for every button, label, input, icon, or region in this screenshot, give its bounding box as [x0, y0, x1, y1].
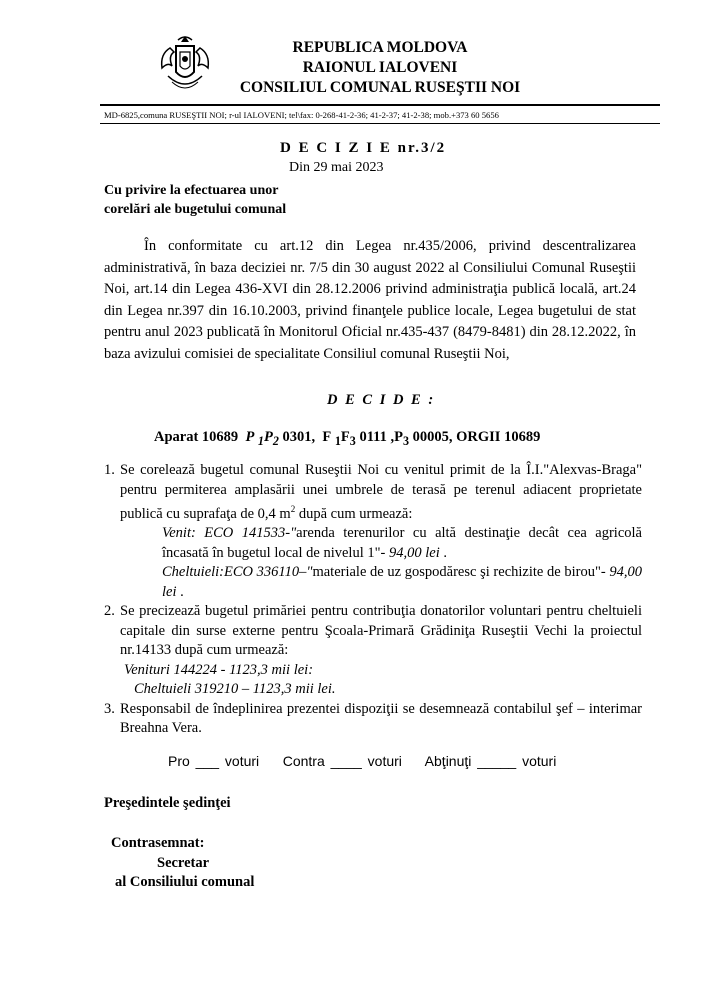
f-letter: F: [322, 429, 332, 445]
decision-subject: [104, 181, 286, 219]
f-sub: 1: [334, 433, 341, 448]
p-value: 0301,: [282, 429, 316, 445]
countersign-block: [111, 834, 254, 893]
item-number: 2.: [104, 603, 115, 620]
item-text: Se precizează bugetul primăriei pentru contribuţia donatorilor voluntari pentru cheltuieli capitale din surse externe pentru Şcoala-Primară Grădiniţa Ruseştii Vechi la proiectul nr.14133 după cum urmează:: [120, 603, 642, 659]
income-line: Venituri 144224 - 1123,3 mii lei:: [124, 661, 314, 678]
contact-divider: [100, 123, 660, 124]
header-country: REPUBLICA MOLDOVA: [292, 39, 468, 56]
item-number: 3.: [104, 700, 115, 717]
list-item: [104, 461, 642, 602]
countersign-line: Contrasemnat:: [111, 835, 205, 851]
expense-label: Cheltuieli:ECO 336110–": [162, 564, 313, 581]
aparat-code: Aparat 10689: [154, 429, 239, 445]
decision-items: [104, 461, 642, 739]
preamble-paragraph: În conformitate cu art.12 din Legea nr.435/2006, privind descentralizarea administrativă, în baza deciziei nr. 7/5 din 30 august 2022 al Consiliului Comunal Ruseştii Noi, art.14 din Legea 436-XVI din 28.12.2006 privind administraţia publică locală, art.24 din Legea nr.397 din 16.10.2003, privind finanţele publice locale, Legea bugetului de stat pentru anul 2023 publicată în Monitorul Oficial nr.435-437 (8479-8481) din 28.12.2022, în baza avizului comisiei de specialitate Consiliul comunal Ruseştii Noi,: [104, 238, 636, 362]
countersign-line: Secretar: [157, 854, 210, 871]
p3-sub: 3: [402, 433, 409, 448]
expense-line: [120, 563, 642, 602]
header-divider: [100, 104, 660, 106]
header-council: CONSILIUL COMUNAL RUSEŞTII NOI: [239, 79, 521, 96]
item-text: Se corelează bugetul comunal Ruseştii Noi cu venitul primit de la Î.I."Alexvas-Braga" pentru permiterea amplasării unei umbrele de terasă pe terenul adiacent proprietate publică cu suprafaţa de 0,4 m: [120, 462, 642, 522]
expense-sum: 94,00 lei: [162, 564, 643, 600]
list-item: [104, 602, 642, 700]
f-letter: F: [340, 429, 350, 445]
income-end: .: [439, 544, 447, 561]
president-label: Preşedintele şedinţei: [104, 795, 231, 811]
item-text: Responsabil de îndeplinirea prezentei dispoziţii se desemnează contabilul şef – interimar Breahna Vera.: [120, 700, 642, 737]
orgii-code: 00005, ORGII 10689: [412, 429, 541, 445]
countersign-line: al Consiliului comunal: [115, 874, 255, 890]
list-item: [104, 700, 642, 739]
subject-line: Cu privire la efectuarea unor: [104, 183, 279, 198]
income-line: [120, 524, 642, 563]
expense-line: Cheltuieli 319210 – 1123,3 mii lei.: [134, 681, 336, 698]
header-contact: MD-6825,comuna RUSEŞTII NOI; r-ul IALOVENI; tel\fax: 0-268-41-2-36; 41-2-37; 41-2-38; mob.+373 60 5656: [104, 110, 499, 120]
p-letter: P: [245, 429, 255, 445]
superscript: 2: [290, 504, 296, 514]
income-text: arenda terenurilor cu altă destinaţie decât cea agricolă încasată în bugetul local de nivelul 1"-: [162, 525, 642, 561]
expense-text: materiale de uz gospodăresc şi rechizite de birou"-: [312, 564, 606, 581]
header-district: RAIONUL IALOVENI: [302, 59, 458, 76]
f-sub: 3: [349, 433, 356, 448]
decision-date: Din 29 mai 2023: [289, 160, 384, 175]
subject-line: corelări ale bugetului comunal: [104, 202, 287, 217]
decision-title: D E C I Z I E nr.3/2: [280, 140, 447, 156]
p-sub: 2: [272, 433, 279, 448]
p-letter: P: [263, 429, 273, 445]
item-number: 1.: [104, 462, 115, 478]
income-label: Venit: ECO 141533-": [162, 525, 297, 542]
income-sum: 94,00 lei: [385, 544, 440, 561]
f-value: 0111 ,P: [359, 429, 403, 445]
expense-end: .: [176, 583, 184, 600]
budget-codes-line: [154, 429, 540, 449]
votes-line: Pro ___ voturi Contra ____ voturi Abţinuţi _____ voturi: [168, 753, 557, 769]
p-sub: 1: [257, 433, 264, 448]
decide-heading: D E C I D E :: [327, 392, 436, 408]
item-text: după cum urmează:: [295, 505, 413, 522]
